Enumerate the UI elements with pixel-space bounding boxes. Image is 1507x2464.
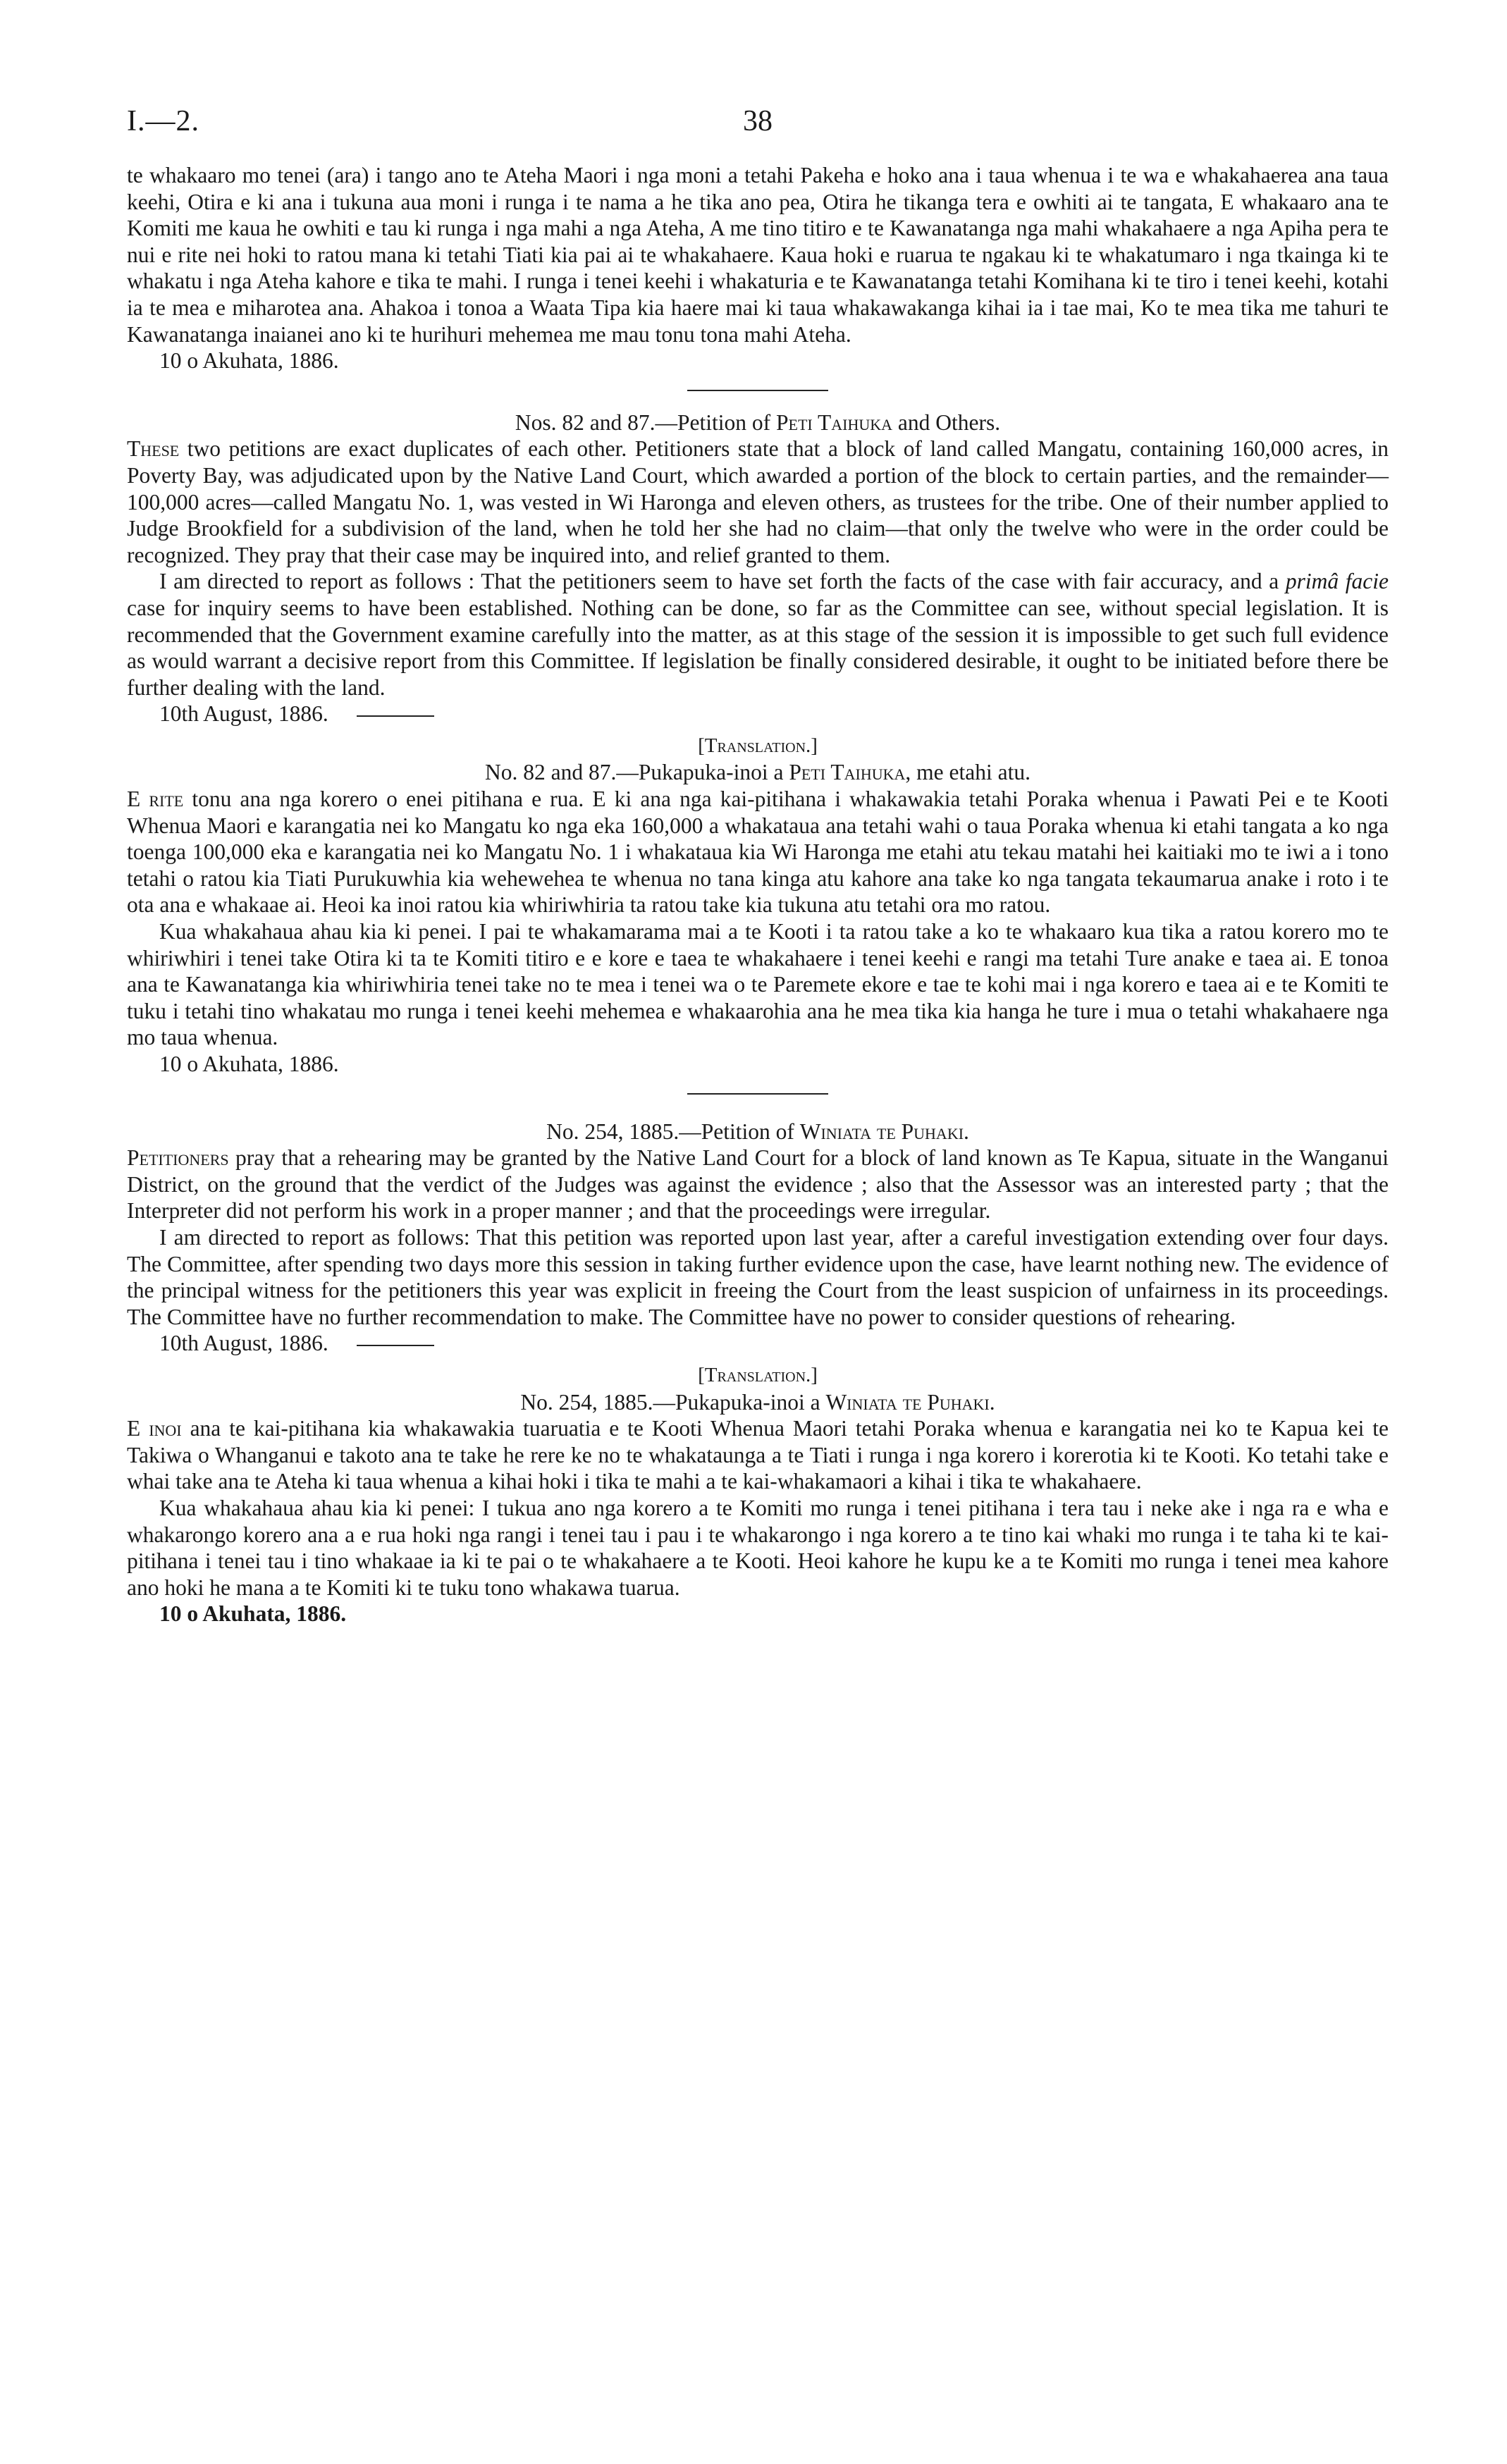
document-reference: I.—2.	[127, 105, 199, 137]
paragraph-text: pray that a rehearing may be granted by the Native Land Court for a block of land known as Te Kapua, situate in the Wanganui District, on the ground that the verdict of the Judges was against the evidence ; also that the Assessor was an interested party ; that the Interpreter did not perform his work in a proper manner ; and that the proceedings were irregular.	[127, 1145, 1389, 1224]
lead-word: E inoi	[127, 1416, 182, 1441]
translation-label: [Translation.]	[698, 1363, 818, 1386]
date-line: 10th August, 1886.	[159, 1330, 1389, 1357]
italic-phrase: primâ facie	[1285, 569, 1389, 594]
paragraph-text: case for inquiry seems to have been established. Nothing can be done, so far as the Committee can see, without special legislation. It is recommended that the Government examine carefully into the matter, as at this stage of the session it is impossible to get such full evidence as would warrant a decisive report from this Committee. If legislation be finally considered desirable, it ought to be initiated before there be further dealing with the land.	[127, 595, 1389, 700]
petition-paragraph	[127, 786, 1389, 918]
section-heading	[127, 1119, 1389, 1145]
section-divider	[687, 1093, 828, 1095]
petitioner-name: Winiata te Puhaki	[825, 1389, 990, 1415]
paragraph-text: ana te kai-pitihana kia whakawakia tuaruatia e te Kooti Whenua Maori tetahi Poraka whenua e karangatia nei ko te Kapua kei te Takiwa o Whanganui e takoto ana te take he rere ke no te whakataunga a te Tiati i runga i nga korero i korerotia ki te Kooti. Ko tetahi take e whai take ana te Ateha ki taua whenua a kihai hoki i tika te mahi a te kai-whakamaori a kihai i tika te whakahaere.	[127, 1416, 1389, 1494]
heading-prefix: No. 254, 1885.—Petition of	[546, 1119, 794, 1144]
section-heading	[127, 409, 1389, 436]
petition-paragraph	[127, 1415, 1389, 1495]
heading-prefix: Nos. 82 and 87.—Petition of	[515, 409, 771, 435]
petitioner-name: Winiata te Puhaki	[799, 1119, 964, 1144]
heading-suffix: , me etahi atu.	[905, 760, 1031, 785]
heading-suffix: .	[964, 1119, 969, 1144]
heading-prefix: No. 82 and 87.—Pukapuka-inoi a	[485, 760, 784, 785]
petition-paragraph	[127, 1145, 1389, 1224]
page-number: 38	[743, 105, 773, 137]
lead-word: Petitioners	[127, 1145, 229, 1171]
report-paragraph: I am directed to report as follows: That this petition was reported upon last year, after a careful investigation extending over four days. The Committee, after spending two days more this session in taking further evidence upon the case, have learnt nothing new. The evidence of the principal witness for the petitioners this year was explicit in freeing the Court from the least suspicion of unfairness in its proceedings. The Committee have no further recommendation to make. The Committee have no power to consider questions of rehearing.	[127, 1224, 1389, 1329]
date-line: 10 o Akuhata, 1886.	[159, 1052, 339, 1076]
paragraph-text: tonu ana nga korero o enei pitihana e rua. E ki ana nga kai-pitihana i whakawakia tetahi Poraka whenua i Pawati Pei e te Kooti Whenua Maori e karangatia nei ko Mangatu ko nga eka 160,000 a whakataua ana tetahi wahi o taua Poraka whenua ki etahi tangata a ko nga toenga 100,000 eka e karangatia nei ko Mangatu No. 1 i whakataua kia Wi Haronga me etahi atu tekau matahi hei kaitiaki mo te iwi a i tono tetahi o ratou kia Tiati Purukuwhia kia wehewehea te whenua no tana kinga atu kahore ana take ko nga tangata tekaumarua anake i roto i te ota ana e whakaae ai. Heoi ka inoi ratou kia whiriwhiria ta ratou take kia tukuna atu tetahi ora mo ratou.	[127, 787, 1389, 918]
date-line: 10th August, 1886.	[159, 701, 1389, 727]
lead-word: E rite	[127, 787, 184, 812]
heading-prefix: No. 254, 1885.—Pukapuka-inoi a	[520, 1389, 820, 1415]
heading-suffix: and Others.	[897, 409, 1001, 435]
heading-suffix: .	[989, 1389, 995, 1415]
petitioner-name: Peti Taihuka	[775, 409, 893, 435]
paragraph-text: I am directed to report as follows : That the petitioners seem to have set forth the facts of the case with fair accuracy, and a	[159, 569, 1279, 594]
translation-label: [Translation.]	[698, 734, 818, 757]
continued-paragraph: te whakaaro mo tenei (ara) i tango ano te Ateha Maori i nga moni a tetahi Pakeha e hoko ana i taua whenua i te wa e whakahaerea ana taua keehi, Otira e ki ana i tukuna aua moni i runga i te nama a he tika ano pea, Otira he tikanga tera e owhiti ai te tangata, E whakaaro ana te Komiti me kaua he owhiti e tau ki runga i nga mahi a nga Ateha, A me tino titiro e te Kawanatanga nga mahi whakahaere a nga Apiha pera te nui e rite nei hoki to ratou mana ki tetahi Tiati kia pai ai te whakahaere. Kaua hoki e ruarua te ngakau ki te whakatumaro i nga tkainga ki te whakatu i nga Ateha kahore e tika te mahi. I runga i tenei keehi i whakaturia e te Kawanatanga tetahi Komihana ki te tiro i tenei keehi, kotahi ia te mea e miharotea ana. Ahakoa i tonoa a Waata Tipa kia haere mai ki taua whakawakanga kihai ia i tae mai, Ko te mea tika me tahuri te Kawanatanga inaianei ano ki te hurihuri mehemea me mau tonu tona mahi Ateha.	[127, 163, 1389, 347]
section-heading	[127, 759, 1389, 786]
report-paragraph	[127, 568, 1389, 701]
report-paragraph: Kua whakahaua ahau kia ki penei: I tukua ano nga korero a te Komiti mo runga i tenei pitihana i tera tau i neke ake i nga ra e wha e whakarongo korero ana a e rua hoki nga rangi i tenei tau i pau i te whakarongo i nga korero a te tino kai whaki mo runga i te taha ki te kai-pitihana i tenei tau i tino whakaae ia ki te pai o te whakahaere a te Kooti. Heoi kahore he kupu ke a te Komiti mo runga i tenei mea kahore ano hoki he mana a te Komiti ki te tuku tono whakawa tuarua.	[127, 1495, 1389, 1600]
page-header	[127, 104, 1389, 147]
page-content	[127, 162, 1389, 1627]
petitioner-name: Peti Taihuka	[789, 760, 906, 785]
date-line: 10 o Akuhata, 1886.	[159, 1601, 347, 1627]
short-rule	[357, 1345, 434, 1346]
lead-word: These	[127, 436, 180, 462]
section-heading	[127, 1389, 1389, 1416]
report-paragraph: Kua whakahaua ahau kia ki penei. I pai te whakamarama mai a te Kooti i ta ratou take a ko te whakaaro kua tika a ratou korero mo te whiriwhiri i tenei take Otira ki ta te Komiti titiro e e kore e taea te whakahaere i tenei keehi e rangi ma tetahi Ture anake e taea ai. E tonoa ana te Kawanatanga kia whiriwhiria tenei take no te mea i tenei wa o te Paremete ekore e tae te kohi mai i nga korero e taea ai e te Komiti te tuku i tetahi tino whakatau mo runga i tenei keehi mehemea e whakaarohia ana he mea tika kia hanga he ture i mua o tetahi whakahaere nga mo taua whenua.	[127, 919, 1389, 1050]
short-rule	[357, 715, 434, 717]
petition-paragraph	[127, 436, 1389, 568]
paragraph-text: two petitions are exact duplicates of each other. Petitioners state that a block of land called Mangatu, containing 160,000 acres, in Poverty Bay, was adjudicated upon by the Native Land Court, which awarded a portion of the block to certain parties, and the remainder—100,000 acres—called Mangatu No. 1, was vested in Wi Haronga and eleven others, as trustees for the tribe. One of their number applied to Judge Brookfield for a subdivision of the land, when he told her she had no claim—that only the twelve who were in the order could be recognized. They pray that their case may be inquired into, and relief granted to them.	[127, 436, 1389, 567]
date-line: 10 o Akuhata, 1886.	[159, 348, 339, 374]
section-divider	[687, 390, 828, 391]
